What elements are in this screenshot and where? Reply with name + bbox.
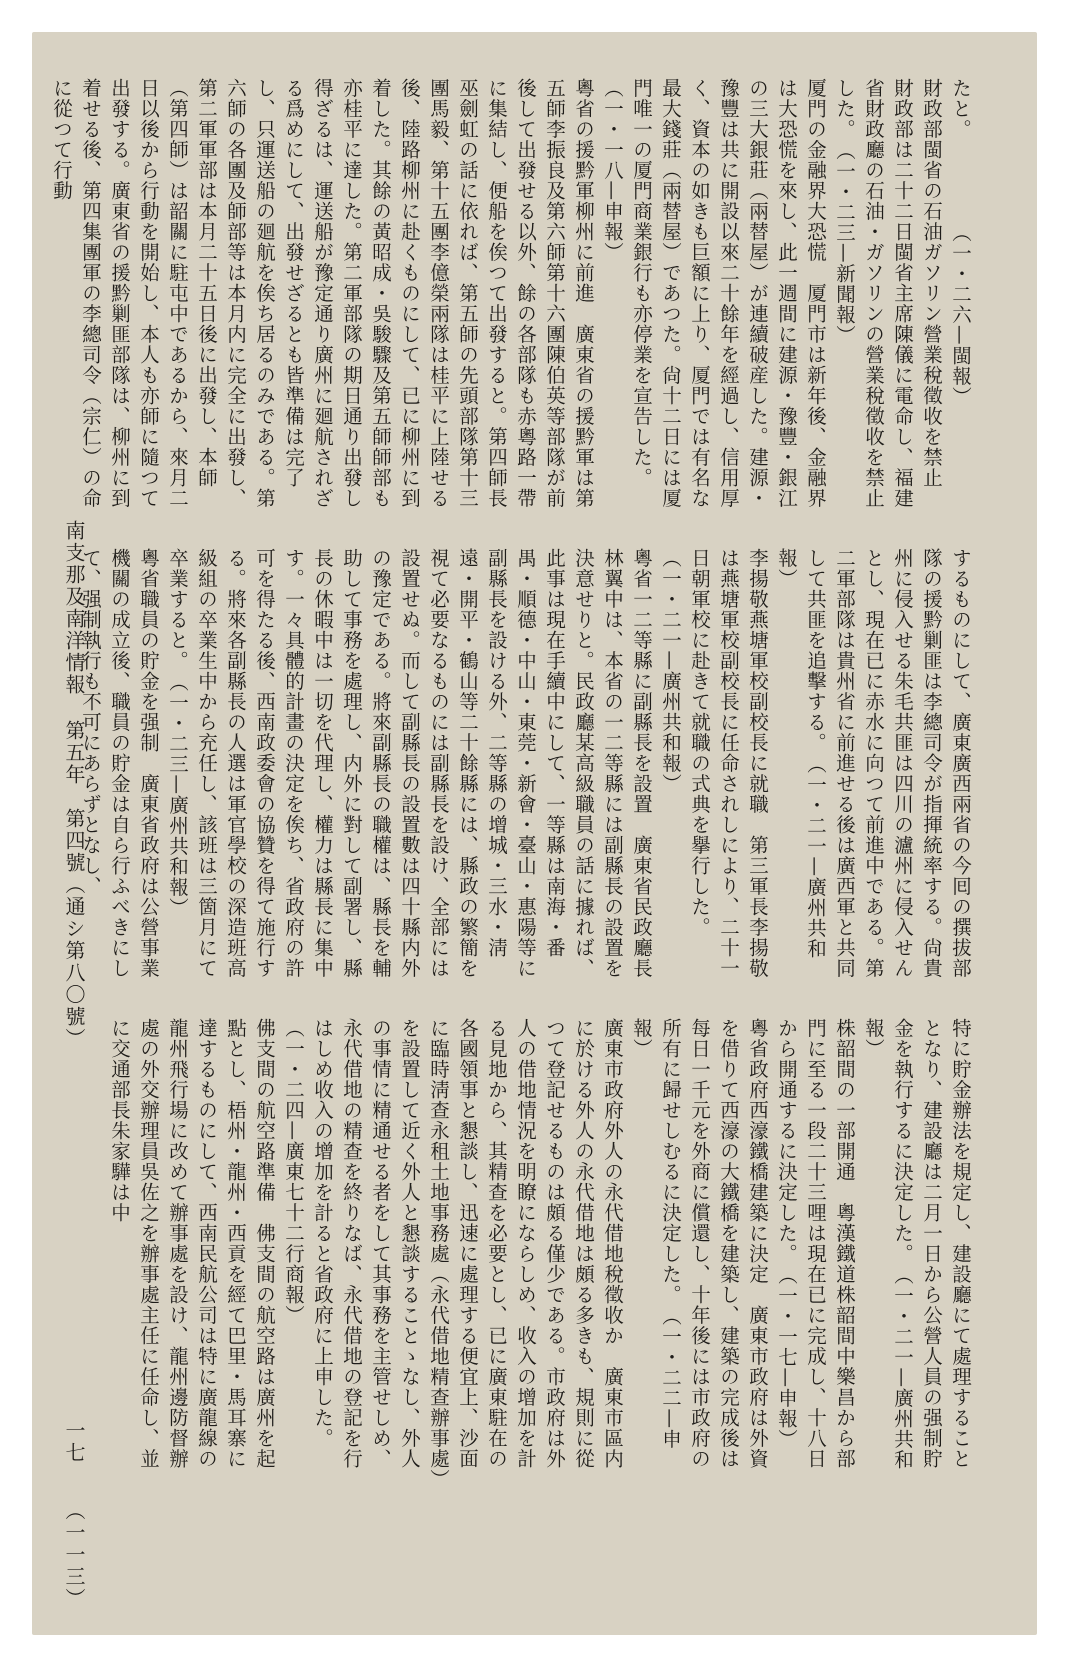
page-number-local: 一七 bbox=[62, 1420, 86, 1464]
volume-info: 第五年 第四號（通シ第八〇號） bbox=[62, 720, 86, 1050]
page-number-total: （一一三） bbox=[62, 1500, 86, 1610]
top-text-block bbox=[50, 78, 975, 528]
middle-text-block bbox=[79, 548, 975, 998]
journal-title: 南支那及南洋情報 bbox=[62, 520, 86, 696]
top-text: たと。 （一・二六—閩報） 財政部閩省の石油ガソリン營業稅徵收を禁止 財政部は二十二日閩省主席陳儀に電命し、福建省財政廳の石油・ガソリンの營業稅徵收を禁止した。 （一・二三—新聞報） 厦門の金融界大恐慌 厦門市は新年後、金融界は大恐慌を來し、此一週間に建源・豫豐・銀江の三大銀莊（兩替屋）が連續破産した。建源・豫豐は共に開設以來二十餘年を經過し、信用厚く、資本の如きも巨額に上り、厦門では有名な最大錢莊（兩替屋）であつた。尙十二日には厦門唯一の厦門商業銀行も亦停業を宣告した。 （一・一八—申報） 粵省の援黔軍柳州に前進 廣東省の援黔軍は第五師李振良及第六師第十六團陳伯英等部隊が前後して出發せる以外、餘の各部隊も赤粵路一帶に集結し、便船を俟つて出發すると。第四師長巫劍虹の話に依れば、第五師の先頭部隊第十三團馬毅、第十五團李億榮兩隊は桂平に上陸せる後、陸路柳州に赴くものにして、已に柳州に到着した。其餘の黃昭成・吳駿驟及第五師師部も亦桂平に達した。第二軍部隊の期日通り出發し得ざるは、運送船が豫定通り廣州に廻航されざる爲めにして、出發せざるとも皆準備は完了し、只運送船の廻航を俟ち居るのみである。第六師の各團及師部等は本月内に完全に出發し、第二軍軍部は本月二十五日後に出發し、本師（第四師）は韶關に駐屯中であるから、來月二日以後から行動を開始し、本人も亦師に隨つて出發する。廣東省の援黔剿匪部隊は、柳州に到着せる後、第四集團軍の李總司令（宗仁）の命に從つて行動 bbox=[50, 78, 972, 509]
middle-text: するものにして、廣東廣西兩省の今囘の撰拔部隊の援黔剿匪は李總司令が指揮統率する。尙貴州に侵入せる朱毛共匪は四川の瀘州に侵入せんとし、現在已に赤水に向つて前進中である。第二軍部隊は貴州省に前進せる後は廣西軍と共同して共匪を追擊する。 （一・二一—廣州共和報） 李揚敬燕塘軍校副校長に就職 第三軍長李揚敬は燕塘軍校副校長に任命されしにより、二十一日朝軍校に赴きて就職の式典を擧行した。 （一・二一—廣州共和報） 粵省一二等縣に副縣長を設置 廣東省民政廳長林翼中は、本省の一二等縣には副縣長の設置を決意せりと。民政廳某高級職員の話に據れば、此事は現在手續中にして、一等縣は南海・番禺・順德・中山・東莞・新會・臺山・惠陽等に副縣長を設ける外、二等縣の增城・三水・淸遠・開平・鶴山等二十餘縣には、縣政の繁簡を視て必要なるものには副縣長を設け、全部には設置せぬ。而して副縣長の設置數は四十縣内外の豫定である。將來副縣長の職權は、縣長を輔助して事務を處理し、内外に對して副署し、縣長の休暇中は一切を代理し、權力は縣長に集中す。一々具體的計畫の決定を俟ち、省政府の許可を得たる後、西南政委會の協贊を得て施行する。將來各副縣長の人選は軍官學校の深造班高級組の卒業生中から充任し、該班は三箇月にて卒業すると。 （一・二三—廣州共和報） 粵省職員の貯金を强制 廣東省政府は公營事業機關の成立後、職員の貯金は自ら行ふべきにして、强制執行も不可にあらずとなし、 bbox=[79, 548, 972, 979]
bottom-text: 特に貯金辦法を規定し、建設廳にて處理することとなり、建設廳は二月一日から公營人員の强制貯金を執行するに決定した。 （一・二一—廣州共和報） 株韶間の一部開通 粵漢鐵道株韶間中樂昌から部門に至る一段二十三哩は現在已に完成し、十八日から開通するに決定した。 （一・一七—申報） 粵省政府西濠鐵橋建築に決定 廣東市政府は外資を借りて西濠の大鐵橋を建築し、建築の完成後は每日一千元を外商に償還し、十年後には市政府の所有に歸せしむるに決定した。 （一・二二—申報） 廣東市政府外人の永代借地稅徵收か 廣東市區内に於ける外人の永代借地は頗る多きも、規則に從つて登記せるものは頗る僅少である。市政府は外人の借地情況を明瞭にならしめ、收入の增加を計る見地から、其精查を必要とし、已に廣東駐在の各國領事と懇談し、迅速に處理する便宜上、沙面に臨時淸查永租土地事務處（永代借地精查辦事處）を設置して近く外人と懇談することゝなし、外人の事情に精通せる者をして其事務を主管せしめ、永代借地の精查を終りなば、永代借地の登記を行はしめ收入の增加を計ると省政府に上申した。 （一・二四—廣東七十二行商報） 佛支間の航空路準備 佛支間の航空路は廣州を起點とし、梧州・龍州・西貢を經て巴里・馬耳寨に達するものにして、西南民航公司は特に廣龍線の龍州飛行場に改めて辦事處を設け、龍州邊防督辦處の外交辦理員吳佐之を辦事處主任に任命し、並に交通部長朱家驊は中 bbox=[108, 1018, 972, 1480]
bottom-text-block bbox=[95, 1018, 975, 1488]
